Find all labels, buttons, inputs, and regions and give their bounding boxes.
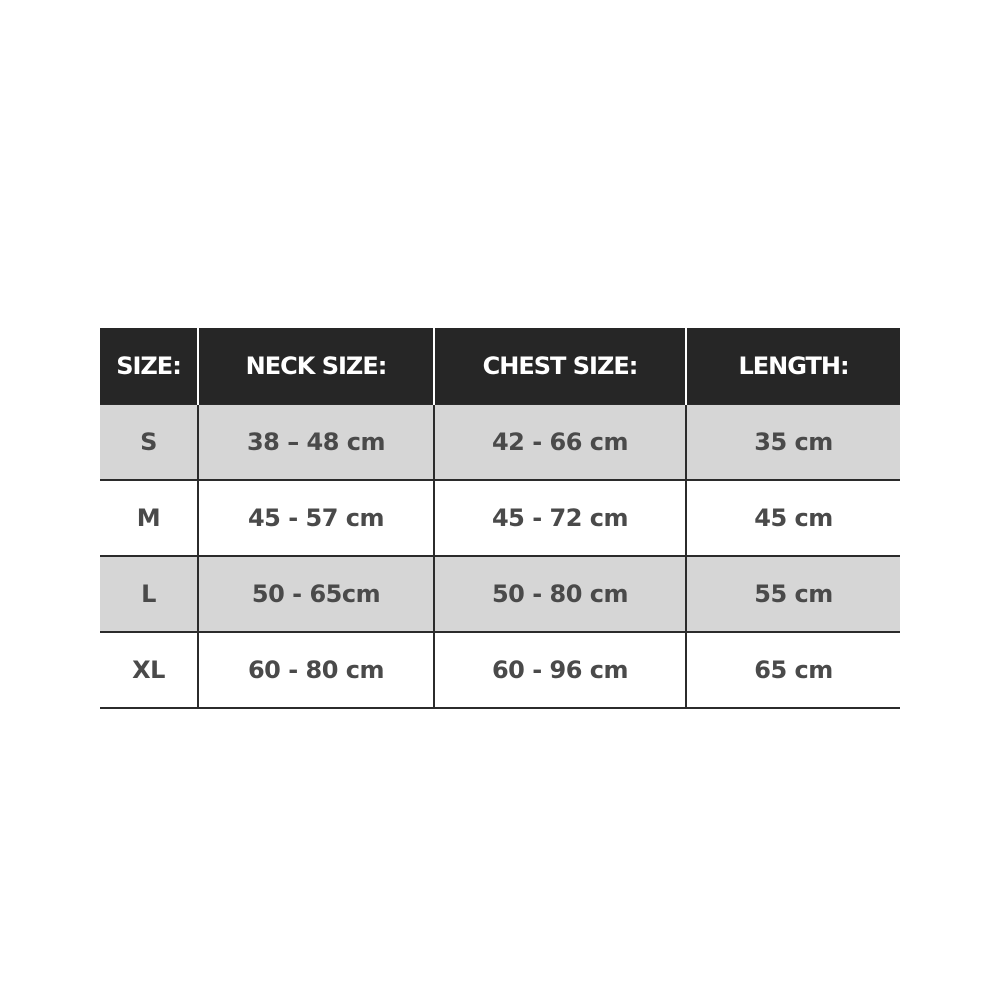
- chest-size-cell: 60 - 96 cm: [434, 632, 686, 708]
- header-neck-size: NECK SIZE:: [198, 328, 434, 405]
- chest-size-cell: 45 - 72 cm: [434, 480, 686, 556]
- neck-size-cell: 60 - 80 cm: [198, 632, 434, 708]
- header-size: SIZE:: [100, 328, 198, 405]
- chest-size-cell: 50 - 80 cm: [434, 556, 686, 632]
- chest-size-cell: 42 - 66 cm: [434, 405, 686, 481]
- neck-size-cell: 45 - 57 cm: [198, 480, 434, 556]
- neck-size-cell: 50 - 65cm: [198, 556, 434, 632]
- length-cell: 55 cm: [686, 556, 900, 632]
- size-chart-table: [100, 328, 900, 709]
- size-cell: L: [100, 556, 198, 632]
- header-chest-size: CHEST SIZE:: [434, 328, 686, 405]
- length-cell: 35 cm: [686, 405, 900, 481]
- size-cell: S: [100, 405, 198, 481]
- table-row: [100, 632, 900, 708]
- neck-size-cell: 38 – 48 cm: [198, 405, 434, 481]
- table-row: [100, 556, 900, 632]
- size-cell: M: [100, 480, 198, 556]
- header-row: [100, 328, 900, 405]
- table-row: [100, 480, 900, 556]
- length-cell: 45 cm: [686, 480, 900, 556]
- table-row: [100, 405, 900, 481]
- size-cell: XL: [100, 632, 198, 708]
- length-cell: 65 cm: [686, 632, 900, 708]
- header-length: LENGTH:: [686, 328, 900, 405]
